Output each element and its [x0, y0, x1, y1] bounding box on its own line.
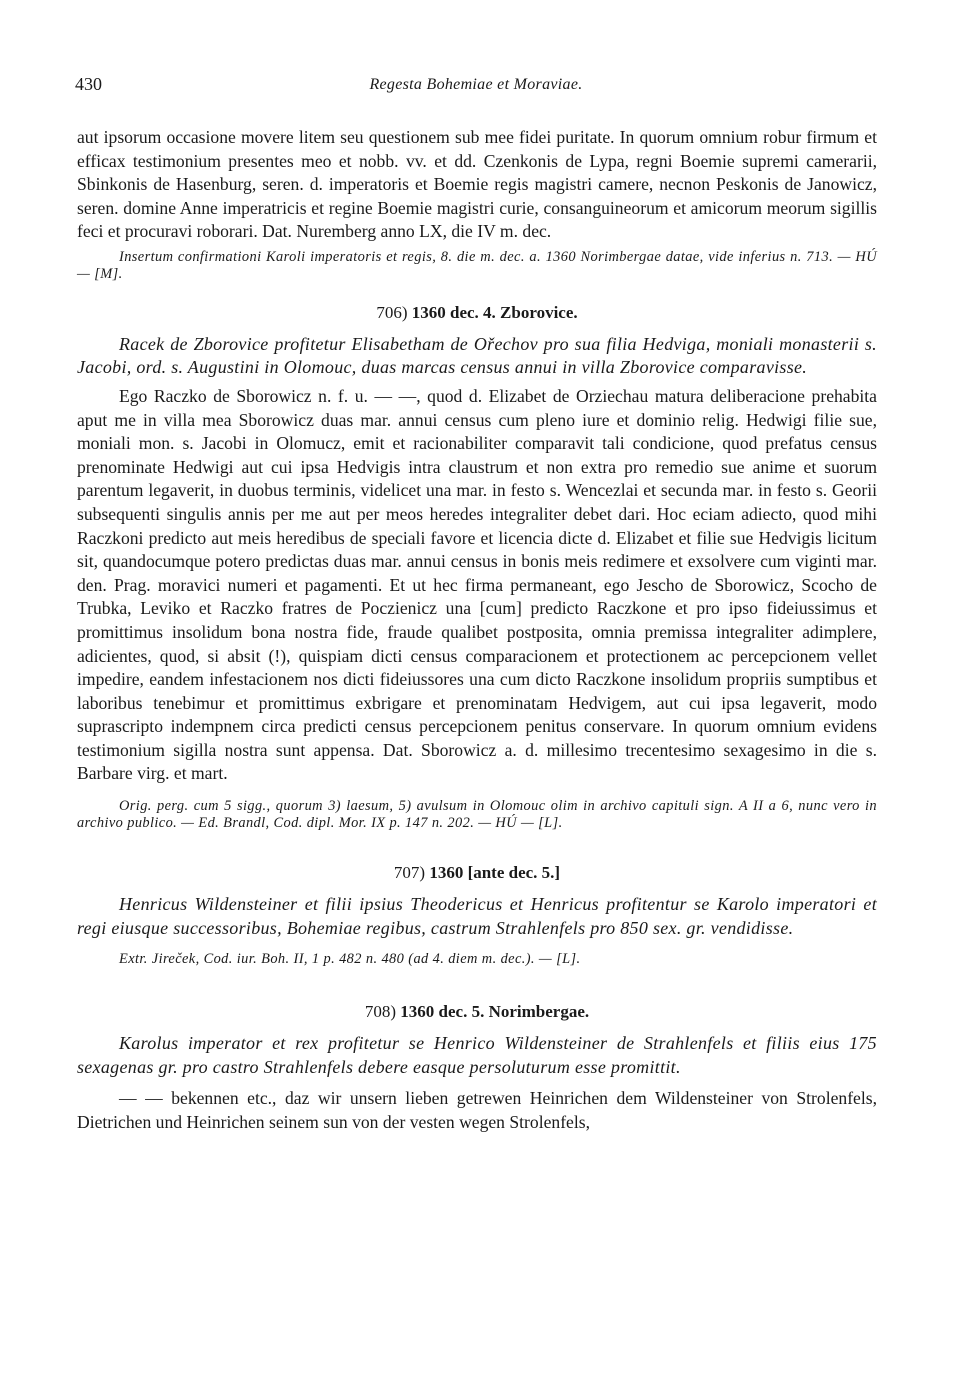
- entry-heading-707: [77, 863, 877, 883]
- entry-date-place: 1360 dec. 4. Zborovice.: [411, 302, 578, 322]
- entry-text-706: Ego Raczko de Sborowicz n. f. u. — —, quod d. Elizabet de Orziechau matura deliberacione prehabita aput me in villa mea Sborowicz duas mar. annui census cum pleno iure et dominio relig. Hedwigi filie sue, moniali mon. s. Jacobi in Olomucz, emit et racionabiliter comparavit tali condicione, quod prefatus census prenominate Hedwigi aut cui ipsa Hedvigis intra claustrum et non extra pro remedio sue anime et suorum parentum legaverit, in duobus terminis, videlicet una mar. in festo s. Wencezlai et secunda mar. in festo s. Georii subsequenti singulis annis per me aut per meos heredes integraliter debet dari. Hoc eciam adiecto, quod mihi Raczkoni predicto aut meis heredibus de speciali favore et licencia dicte d. Elizabet et filie sue Hedvigis licitum sit, quandocumque potero predictas duas mar. annui census in bonis meis redimere et exsolvere cum viginti mar. den. Prag. moravici numeri et pagamenti. Et ut hec firma permaneant, ego Jescho de Sborowicz, Scocho de Trubka, Leviko et Raczko fratres de Poczienicz una [cum] predicto Raczkone et pro ipso fideiussimus et promittimus insolidum bona nostra fide, fraude qualibet postposita, omnia premissa integraliter adimplere, adicientes, quod, si absit (!), quispiam dicti census comparacionem et protectionem ac percepcionem vellet impedire, eandem infestacionem nos dicti fideiussores una cum dicto Raczkone insolidum propriis sumptibus et laboribus tenebimur et promittimus exbrigare et prenominatam Hedvigem, aut cui ipsa legaverit, modo suprascripto indempnem circa predicti census percepcionem penitus conservare. In quorum omnium evidens testimonium sigilla nostra sunt appensa. Dat. Sborowicz a. d. millesimo trecentesimo sexagesimo in die s. Barbare virg. et mart.: [77, 385, 877, 784]
- source-note: Insertum confirmationi Karoli imperatoris et regis, 8. die m. dec. a. 1360 Norimbergae datae, vide inferius n. 713. — HÚ — [M].: [77, 248, 877, 282]
- entry-date-place: 1360 dec. 5. Norimbergae.: [400, 1002, 590, 1022]
- entry-date-place: 1360 [ante dec. 5.]: [429, 863, 561, 883]
- entry-number: 707): [393, 863, 426, 883]
- entry-heading-706: [77, 303, 877, 323]
- entry-number: 708): [364, 1002, 397, 1022]
- entry-heading-708: [77, 1002, 877, 1022]
- entry-summary-708: Karolus imperator et rex profitetur se Henrico Wildensteiner de Strahlenfels et filiis eius 175 sexagenas gr. pro castro Strahlenfels debere easque persoluturum esse promittit.: [77, 1033, 877, 1077]
- page-body: [77, 126, 877, 1134]
- source-note-706: Orig. perg. cum 5 sigg., quorum 3) laesum, 5) avulsum in Olomouc olim in archivo capituli sign. A II a 6, nunc vero in archivo publico. — Ed. Brandl, Cod. dipl. Mor. IX p. 147 n. 202. — HÚ — [L].: [77, 798, 877, 832]
- continued-text: aut ipsorum occasione movere litem seu questionem sub mee fidei puritate. In quorum omnium robur firmum et efficax testimonium presentes meo et nobb. vv. et dd. Czenkonis de Lypa, regni Boemie supremi camerarii, Sbinkonis de Hasenburg, seren. d. imperatoris et Boemie regis magistri camere, necnon Peskonis de Janowicz, seren. domine Anne imperatricis et regine Boemie magistri curie, consanguineorum et amicorum meorum sigillis feci et procuravi roborari. Dat. Nuremberg anno LX, die IV m. dec.: [77, 127, 877, 242]
- running-title: Regesta Bohemiae et Moraviae.: [369, 76, 583, 93]
- page-number: 430: [75, 74, 102, 94]
- source-note-707: Extr. Jireček, Cod. iur. Boh. II, 1 p. 482 n. 480 (ad 4. diem m. dec.). — [L].: [119, 951, 581, 968]
- entry-text-708: — — bekennen etc., daz wir unsern lieben getrewen Heinrichen dem Wildensteiner von Strolenfels, Dietrichen und Heinrichen seinem sun von der vesten wegen Strolenfels,: [77, 1088, 877, 1132]
- entry-number: 706): [376, 302, 408, 322]
- entry-summary-707: Henricus Wildensteiner et filii ipsius Theodericus et Henricus profitentur se Karolo imperatori et regi eiusque successoribus, Bohemiae regibus, castrum Strahlenfels pro 850 sex. gr. vendidisse.: [77, 894, 877, 938]
- page-header: [75, 74, 877, 98]
- entry-summary-706: Racek de Zborovice profitetur Elisabetham de Ořechov pro sua filia Hedviga, moniali monasterii s. Jacobi, ord. s. Augustini in Olomouc, duas marcas census annui in villa Zborovice comparavisse.: [77, 333, 877, 378]
